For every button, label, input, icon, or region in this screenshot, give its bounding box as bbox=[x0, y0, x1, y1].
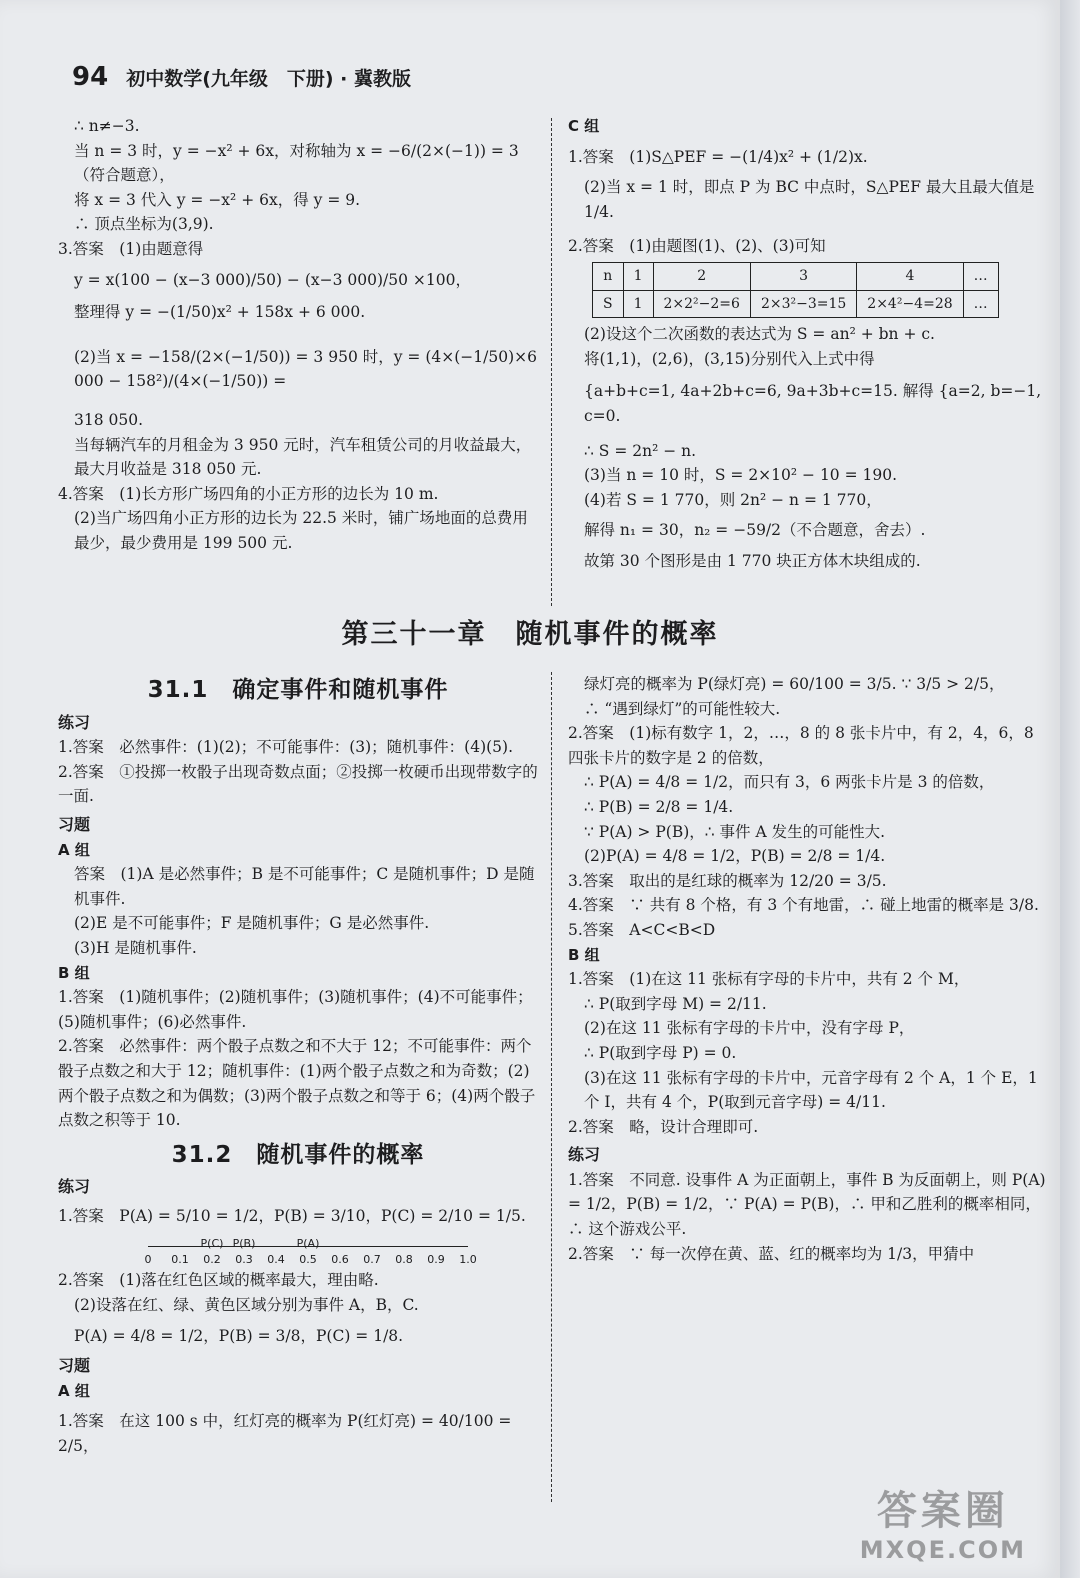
answer-line: 2.答案 必然事件：两个骰子点数之和不大于 12；不可能事件：两个骰子点数之和大于 12；随机事件：(1)两个骰子点数之和为奇数；(2)两个骰子点数之和为偶数；(3)两个骰子点数之和等于 6；(4)两个骰子点数之积等于 10. bbox=[58, 1037, 536, 1130]
table-cell: … bbox=[963, 262, 998, 290]
page-header bbox=[72, 62, 411, 98]
table-cell: 1 bbox=[623, 262, 653, 290]
text-line: 当每辆汽车的月租金为 3 950 元时，汽车租赁公司的月收益最大，最大月收益是 318 050 元. bbox=[74, 435, 532, 479]
left-top-column bbox=[58, 114, 538, 556]
system-equations: {a+b+c=1, 4a+2b+c=6, 9a+3b+c=15. 解得 {a=2, b=−1, c=0. bbox=[584, 382, 1042, 425]
section-title-31-1: 31.1 确定事件和随机事件 bbox=[147, 677, 449, 703]
table-row bbox=[593, 290, 999, 318]
number-line-tick: 0.7 bbox=[363, 1253, 381, 1267]
text-line: ∴ n≠−3. bbox=[74, 117, 140, 135]
text-line: (3)H 是随机事件. bbox=[74, 938, 197, 957]
answer-line: 2.答案 (1)标有数字 1，2，…，8 的 8 张卡片中，有 2，4，6，8 四张卡片的数字是 2 的倍数， bbox=[568, 724, 1034, 767]
number-line-label: P(C) bbox=[200, 1237, 224, 1251]
text-line: 当 n = 3 时，y = −x² + 6x，对称轴为 x = −6/(2×(−1)) = 3（符合题意）， bbox=[74, 141, 519, 185]
number-line-tick: 0.6 bbox=[331, 1253, 349, 1267]
number-line-tick: 0.3 bbox=[235, 1253, 253, 1267]
number-line-tick: 0.9 bbox=[427, 1253, 445, 1267]
text-line: ∴ P(取到字母 M) = 2/11. bbox=[584, 994, 767, 1013]
group-label: C 组 bbox=[568, 117, 600, 135]
equation-line: (2)当 x = −158/(2×(−1/50)) = 3 950 时，y = (4×(−1/50)×6 000 − 158²)/(4×(−1/50)) = bbox=[74, 347, 537, 391]
table-cell: n bbox=[593, 262, 624, 290]
table-cell: 2 bbox=[653, 262, 750, 290]
answer-line: 2.答案 ①投掷一枚骰子出现奇数点面；②投掷一枚硬币出现带数字的一面. bbox=[58, 762, 538, 806]
answer-line: 1.答案 在这 100 s 中，红灯亮的概率为 P(红灯亮) = 40/100 = 2/5， bbox=[58, 1412, 512, 1456]
group-label: B 组 bbox=[568, 945, 600, 964]
answer-3: 3.答案 (1)由题意得 bbox=[58, 239, 204, 258]
table-cell: … bbox=[963, 290, 998, 318]
answer-line: 1.答案 不同意. 设事件 A 为正面朝上，事件 B 为反面朝上，则 P(A) = 1/2，P(B) = 1/2，∵ P(A) = P(B)，∴ 甲和乙胜利的概率相同，∴ 这个游戏公平. bbox=[568, 1170, 1046, 1239]
watermark-logo-text: 答案圈 bbox=[876, 1488, 1009, 1534]
equation-line: y = x(100 − (x−3 000)/50) − (x−3 000)/50 ×100， bbox=[74, 270, 471, 289]
group-label: A 组 bbox=[58, 840, 90, 859]
text-line: ∴ P(取到字母 P) = 0. bbox=[584, 1043, 737, 1062]
text-line: 解得 n₁ = 30，n₂ = −59/2（不合题意，舍去）. bbox=[584, 521, 926, 540]
probability-number-line bbox=[144, 1232, 477, 1268]
subheading: 练习 bbox=[568, 1145, 601, 1165]
answer-line: 1.答案 (1)随机事件；(2)随机事件；(3)随机事件；(4)不可能事件；(5)随机事件；(6)必然事件. bbox=[58, 988, 533, 1031]
text-line: 故第 30 个图形是由 1 770 块正方体木块组成的. bbox=[584, 551, 921, 570]
answer-line: 1.答案 (1)在这 11 张标有字母的卡片中，共有 2 个 M， bbox=[568, 970, 970, 989]
text-line: (3)当 n = 10 时，S = 2×10² − 10 = 190. bbox=[584, 466, 898, 485]
answer-line: 1.答案 P(A) = 5/10 = 1/2，P(B) = 3/10，P(C) = 2/10 = 1/5. bbox=[58, 1206, 526, 1225]
subheading: 习题 bbox=[58, 1356, 91, 1376]
table-cell: 2×3²−3=15 bbox=[750, 290, 856, 318]
table-cell: 2×2²−2=6 bbox=[653, 290, 750, 318]
answer-4: 4.答案 (1)长方形广场四角的小正方形的边长为 10 m. bbox=[58, 484, 439, 503]
text-line: (2)设落在红、绿、黄色区域分别为事件 A，B，C. bbox=[74, 1296, 419, 1315]
text-line: ∴ 顶点坐标为(3,9). bbox=[74, 215, 214, 234]
number-line-tick: 0.2 bbox=[203, 1253, 221, 1267]
number-line-tick: 0.1 bbox=[171, 1253, 189, 1267]
equation-line: 整理得 y = −(1/50)x² + 158x + 6 000. bbox=[74, 303, 366, 322]
text-line: 318 050. bbox=[74, 410, 144, 429]
answer-line: 4.答案 ∵ 共有 8 个格，有 3 个有地雷，∴ 碰上地雷的概率是 3/8. bbox=[568, 896, 1039, 915]
text-line: (2)当广场四角小正方形的边长为 22.5 米时，铺广场地面的总费用最少，最少费用是 199 500 元. bbox=[74, 509, 528, 552]
site-watermark bbox=[860, 1479, 1026, 1564]
text-line: (3)在这 11 张标有字母的卡片中，元音字母有 2 个 A，1 个 E，1 个 I，共有 4 个，P(取到元音字母) = 4/11. bbox=[584, 1068, 1038, 1112]
group-label: B 组 bbox=[58, 963, 90, 982]
text-line: 将 x = 3 代入 y = −x² + 6x，得 y = 9. bbox=[74, 190, 361, 209]
answer-line: 5.答案 A<C<B<D bbox=[568, 920, 716, 939]
answer-line: 2.答案 (1)由题图(1)、(2)、(3)可知 bbox=[568, 237, 826, 256]
number-line-tick: 1.0 bbox=[459, 1253, 477, 1267]
answer-line: 1.答案 必然事件：(1)(2)；不可能事件：(3)；随机事件：(4)(5). bbox=[58, 738, 513, 757]
text-line: ∵ P(A) > P(B)，∴ 事件 A 发生的可能性大. bbox=[584, 822, 886, 841]
text-line: P(A) = 4/8 = 1/2，P(B) = 3/8，P(C) = 1/8. bbox=[74, 1326, 404, 1345]
number-line-tick: 0.5 bbox=[299, 1253, 317, 1267]
table-cell: 3 bbox=[750, 262, 856, 290]
right-bottom-column bbox=[568, 672, 1048, 1266]
page-edge bbox=[1060, 0, 1080, 1578]
subheading: 练习 bbox=[58, 712, 91, 732]
text-line: 绿灯亮的概率为 P(绿灯亮) = 60/100 = 3/5. ∵ 3/5 > 2/5， bbox=[584, 675, 1005, 693]
text-line: (4)若 S = 1 770，则 2n² − n = 1 770， bbox=[584, 490, 882, 509]
column-divider-top bbox=[551, 118, 552, 606]
table-cell: 4 bbox=[857, 262, 963, 290]
number-line-tick: 0.4 bbox=[267, 1253, 285, 1267]
answer-line: 3.答案 取出的是红球的概率为 12/20 = 3/5. bbox=[568, 871, 887, 890]
answer-line: 答案 (1)A 是必然事件；B 是不可能事件；C 是随机事件；D 是随机事件. bbox=[74, 865, 535, 908]
text-line: ∴ P(B) = 2/8 = 1/4. bbox=[584, 797, 734, 816]
answer-line: 1.答案 (1)S△PEF = −(1/4)x² + (1/2)x. bbox=[568, 147, 868, 166]
subheading: 习题 bbox=[58, 814, 91, 834]
chapter-title: 第三十一章 随机事件的概率 bbox=[341, 619, 719, 650]
column-divider-bottom bbox=[551, 672, 552, 1502]
page-number: 94 bbox=[72, 62, 109, 92]
table-cell: 1 bbox=[623, 290, 653, 318]
answer-line: 2.答案 (1)落在红色区域的概率最大，理由略. bbox=[58, 1271, 379, 1290]
group-label: A 组 bbox=[58, 1381, 90, 1400]
answer-line: 2.答案 ∵ 每一次停在黄、蓝、红的概率均为 1/3，甲猜中 bbox=[568, 1244, 975, 1263]
table-cell: S bbox=[593, 290, 624, 318]
text-line: (2)在这 11 张标有字母的卡片中，没有字母 P， bbox=[584, 1019, 915, 1038]
text-line: ∴ P(A) = 4/8 = 1/2，而只有 3，6 两张卡片是 3 的倍数， bbox=[584, 773, 995, 792]
table-row bbox=[593, 262, 999, 290]
right-top-column bbox=[568, 114, 1048, 574]
text-line: (2)设这个二次函数的表达式为 S = an² + bn + c. bbox=[584, 325, 935, 344]
number-line-tick: 0 bbox=[144, 1253, 152, 1267]
number-line-label: P(B) bbox=[232, 1237, 256, 1251]
text-line: ∴ “遇到绿灯”的可能性较大. bbox=[584, 699, 781, 718]
table-cell: 2×4²−4=28 bbox=[857, 290, 963, 318]
s-table bbox=[592, 262, 999, 318]
text-line: (2)E 是不可能事件；F 是随机事件；G 是必然事件. bbox=[74, 914, 430, 933]
answer-line: 2.答案 略，设计合理即可. bbox=[568, 1117, 759, 1136]
book-title: 初中数学(九年级 下册) · 冀教版 bbox=[126, 68, 412, 90]
subheading: 练习 bbox=[58, 1177, 91, 1197]
section-title-31-2: 31.2 随机事件的概率 bbox=[171, 1141, 425, 1168]
answer-line: (2)当 x = 1 时，即点 P 为 BC 中点时，S△PEF 最大且最大值是 1/4. bbox=[584, 178, 1035, 221]
number-line-tick: 0.8 bbox=[395, 1253, 413, 1267]
watermark-url: MXQE.COM bbox=[859, 1536, 1026, 1564]
text-line: (2)P(A) = 4/8 = 1/2，P(B) = 2/8 = 1/4. bbox=[584, 847, 886, 866]
left-bottom-column bbox=[58, 672, 538, 1459]
text-line: 将(1,1)，(2,6)，(3,15)分别代入上式中得 bbox=[584, 349, 875, 368]
text-line: ∴ S = 2n² − n. bbox=[584, 441, 697, 460]
number-line-label: P(A) bbox=[296, 1237, 320, 1251]
